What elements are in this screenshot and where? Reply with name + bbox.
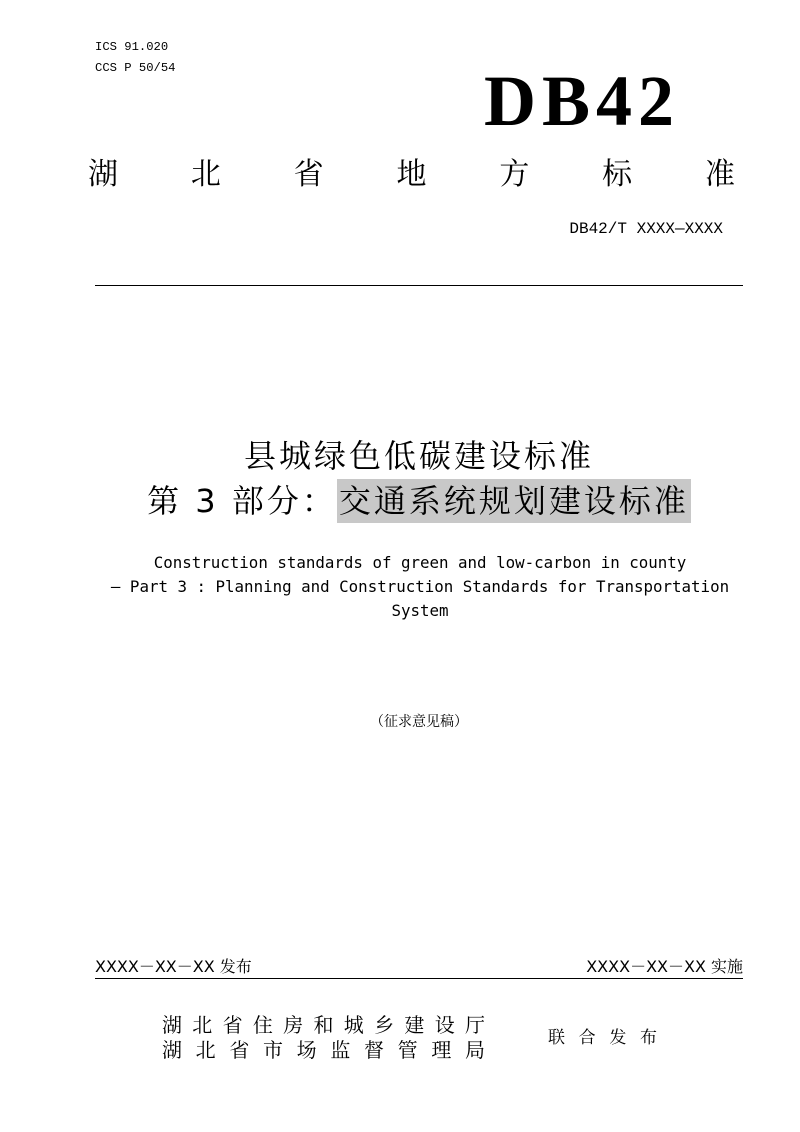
implement-date: XXXX－XX－XX 实施 <box>586 957 743 976</box>
header-divider <box>95 285 743 286</box>
standard-number: DB42/T XXXX—XXXX <box>569 220 723 238</box>
title-line-2 <box>95 479 743 523</box>
ics-code: ICS 91.020 <box>95 40 169 54</box>
ccs-code: CCS P 50/54 <box>95 61 176 75</box>
english-title-line-3: System <box>391 601 449 620</box>
standard-type-heading: 湖北省地方标准 <box>88 157 735 192</box>
english-title-line-1: Construction standards of green and low-carbon in county <box>153 553 687 572</box>
issuing-authorities <box>162 1013 485 1063</box>
english-title <box>60 551 780 623</box>
standard-logo: DB42 <box>484 61 681 141</box>
title-highlight: 交通系统规划建设标准 <box>337 479 691 523</box>
draft-status: （征求意见稿） <box>370 714 468 730</box>
title-part-prefix: 第 3 部分： <box>147 482 337 520</box>
publish-date: XXXX－XX－XX 发布 <box>95 957 252 976</box>
issuer-1: 湖北省住房和城乡建设厅 <box>162 1013 485 1037</box>
joint-issue-label: 联合发布 <box>548 1028 657 1048</box>
issuer-2: 湖北省市场监督管理局 <box>162 1038 485 1062</box>
english-title-line-2: — Part 3 : Planning and Construction Standards for Transportation <box>110 577 730 596</box>
title-line-1: 县城绿色低碳建设标准 <box>243 437 594 475</box>
footer-divider <box>95 978 743 979</box>
